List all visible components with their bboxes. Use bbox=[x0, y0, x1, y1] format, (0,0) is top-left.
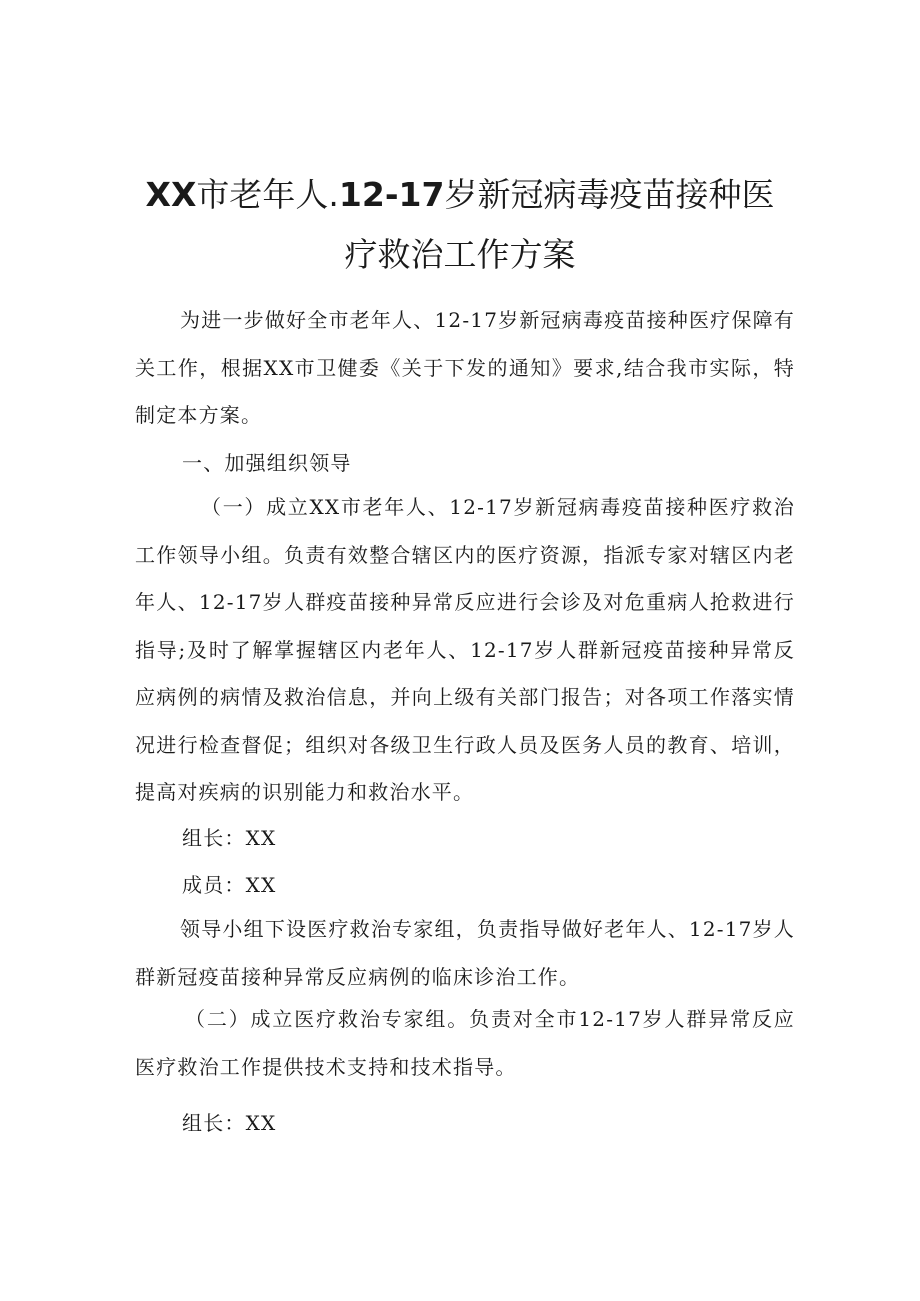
subsection-2-paragraph: （二）成立医疗救治专家组。负责对全市12-17岁人群异常反应医疗救治工作提供技术支持和技术指导。 bbox=[135, 1007, 795, 1079]
subsection-1-paragraph: （一）成立XX市老年人、12-17岁新冠病毒疫苗接种医疗救治工作领导小组。负责有效整合辖区内的医疗资源，指派专家对辖区内老年人、12-17岁人群疫苗接种异常反应进行会诊及对危重病人抢救进行指导;及时了解掌握辖区内老年人、12-17岁人群新冠疫苗接种异常反应病例的病情及救治信息，并向上级有关部门报告；对各项工作落实情况进行检查督促；组织对各级卫生行政人员及医务人员的教育、培训，提高对疾病的识别能力和救治水平。 bbox=[135, 495, 795, 804]
title-age-range: 12-17 bbox=[338, 175, 445, 214]
leader-line-1: 组长：XX bbox=[182, 826, 277, 850]
intro-paragraph: 为进一步做好全市老年人、12-17岁新冠病毒疫苗接种医疗保障有关工作，根据XX市卫健委《关于下发的通知》要求,结合我市实际，特制定本方案。 bbox=[135, 308, 795, 427]
document-title-line1 bbox=[100, 175, 820, 215]
title-xx: XX bbox=[145, 175, 197, 214]
leader-line-2: 组长：XX bbox=[182, 1111, 277, 1135]
title-city-elderly: 市老年人. bbox=[196, 175, 339, 214]
section-heading-1: 一、加强组织领导 bbox=[182, 451, 352, 475]
title-vaccine-text: 岁新冠病毒疫苗接种医 bbox=[444, 175, 775, 214]
member-line-1: 成员：XX bbox=[182, 873, 277, 897]
expert-group-paragraph: 领导小组下设医疗救治专家组，负责指导做好老年人、12-17岁人群新冠疫苗接种异常反应病例的临床诊治工作。 bbox=[135, 917, 795, 989]
document-title-line2: 疗救治工作方案 bbox=[344, 235, 576, 274]
